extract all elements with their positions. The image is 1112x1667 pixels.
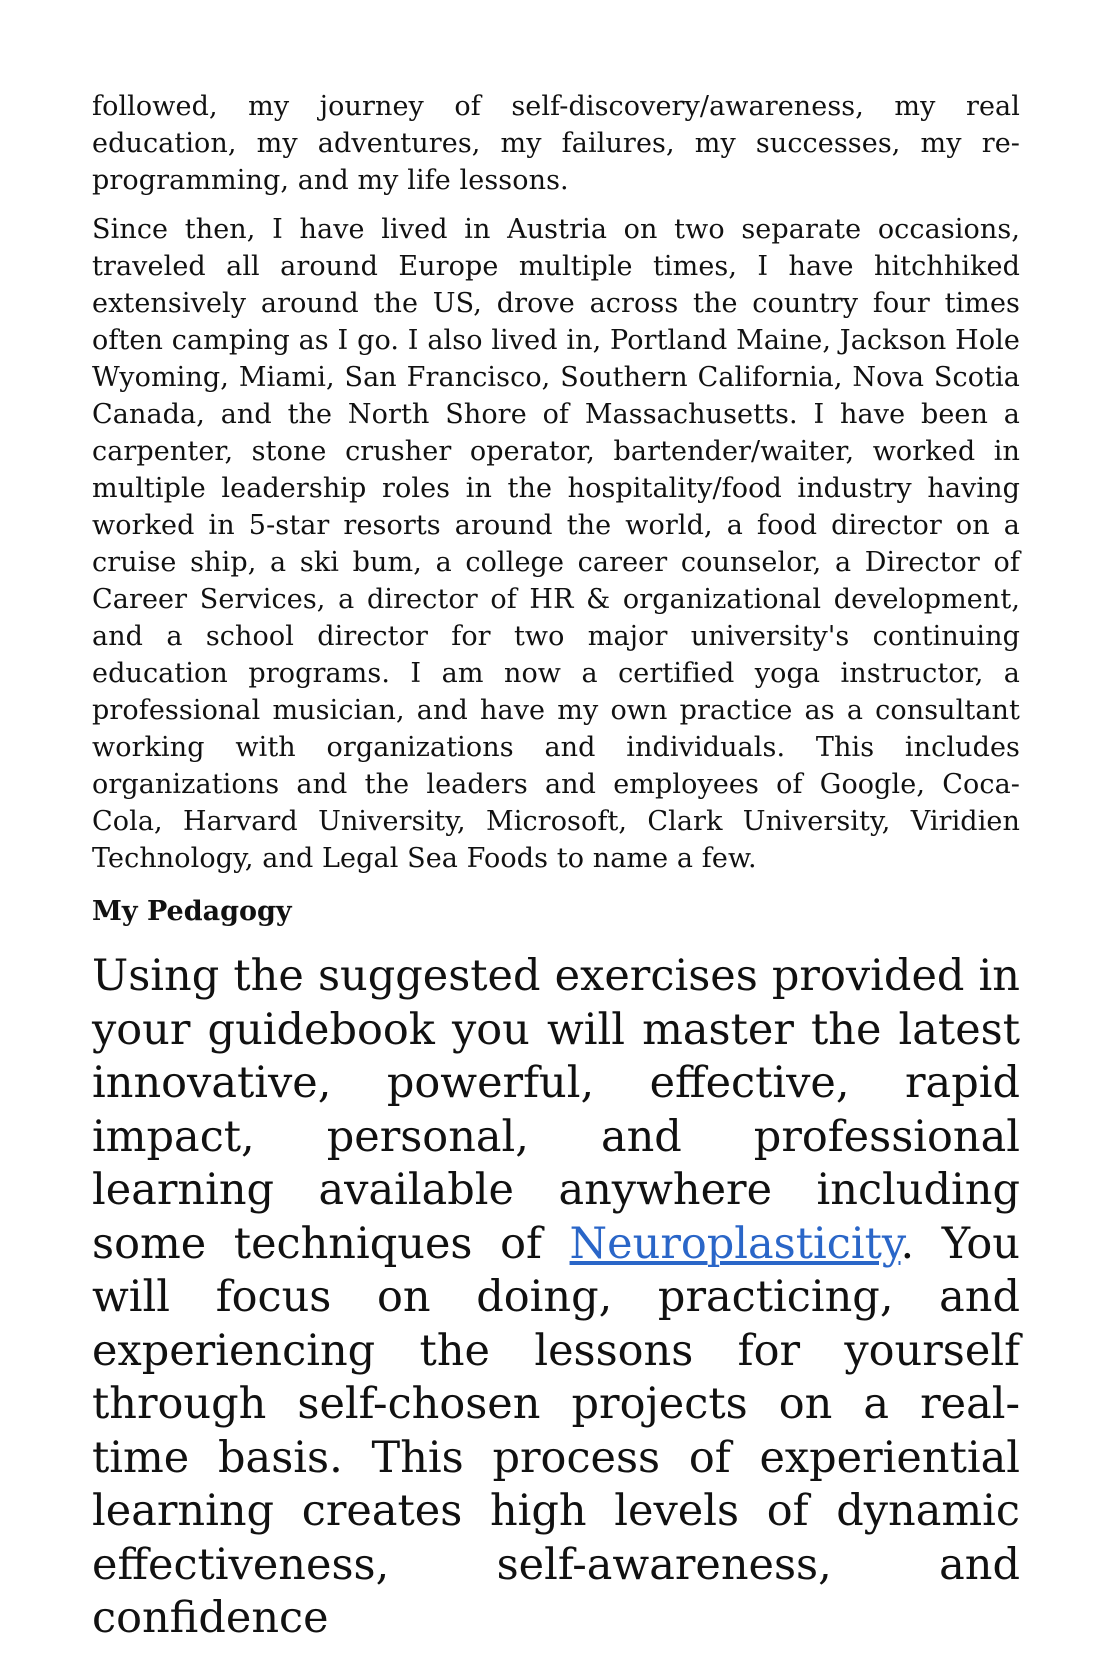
intro-paragraph: followed, my journey of self-discovery/awareness, my real education, my adventures, my failures, my successes, my re-programming, and my life lessons. (92, 91, 1020, 196)
pedagogy-text-after-link: . You will focus on doing, practicing, and experiencing the lessons for yourself through self-chosen projects on a real-time basis. This process of experiential learning creates high levels of dynamic effectiveness, self-awareness, and confidence (92, 1218, 1020, 1643)
background-paragraph: Since then, I have lived in Austria on two separate occasions, traveled all around Europe multiple times, I have hitchhiked extensively around the US, drove across the country four times often camping as I go. I also lived in, Portland Maine, Jackson Hole Wyoming, Miami, San Francisco, Southern California, Nova Scotia Canada, and the North Shore of Massachusetts. I have been a carpenter, stone crusher operator, bartender/waiter, worked in multiple leadership roles in the hospitality/food industry having worked in 5-star resorts around the world, a food director on a cruise ship, a ski bum, a college career counselor, a Director of Career Services, a director of HR & organizational development, and a school director for two major university's continuing education programs. I am now a certified yoga instructor, a professional musician, and have my own practice as a consultant working with organizations and individuals. This includes organizations and the leaders and employees of Google, Coca-Cola, Harvard University, Microsoft, Clark University, Viridien Technology, and Legal Sea Foods to name a few. (92, 214, 1020, 874)
neuroplasticity-link[interactable]: Neuroplasticity (569, 1218, 901, 1269)
section-heading: My Pedagogy (92, 896, 292, 927)
pedagogy-text-before-link: Using the suggested exercises provided in your guidebook you will master the latest innovative, powerful, effective, rapid impact, personal, and professional learning available anywhere including some techniques of (92, 951, 1020, 1269)
pedagogy-paragraph (92, 950, 1020, 1646)
document-page (92, 88, 1020, 1646)
